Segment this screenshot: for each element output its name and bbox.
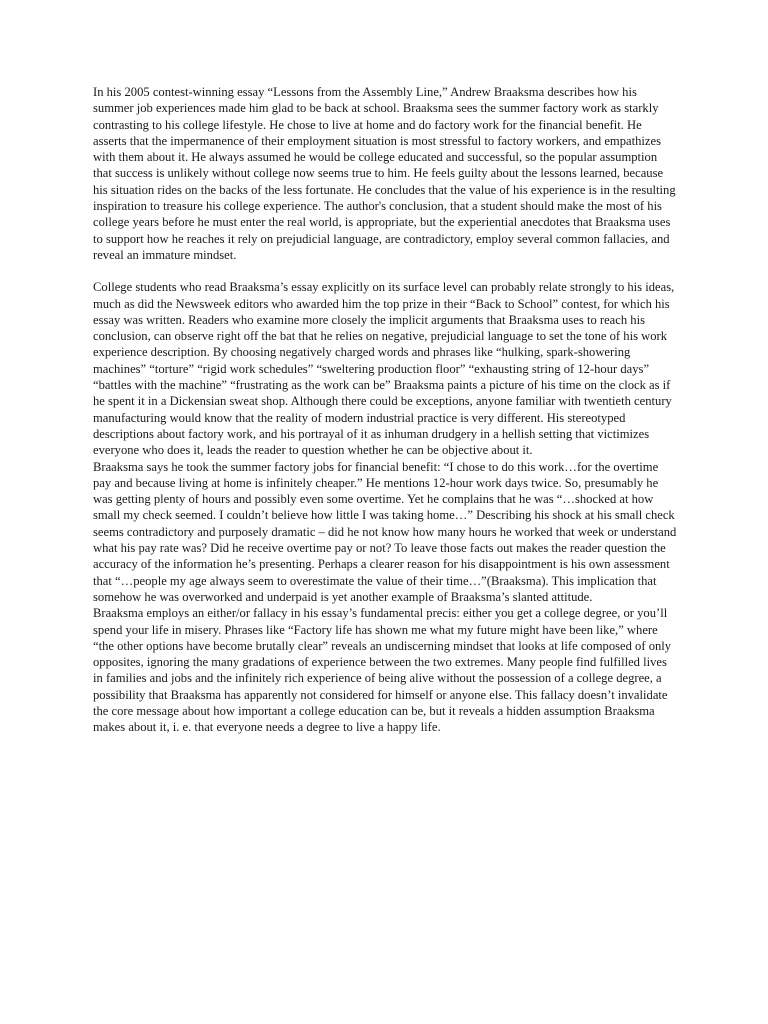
paragraph-introduction: In his 2005 contest-winning essay “Lessons from the Assembly Line,” Andrew Braaksma describes how his summer job experiences made him glad to be back at school. Braaksma sees the summer factory work as starkly contrasting to his college lifestyle. He chose to live at home and do factory work for the financial benefit. He asserts that the impermanence of their employment situation is most stressful to factory workers, and empathizes with them about it. He always assumed he would be college educated and successful, so the popular assumption that success is unlikely without college now seems true to him. He feels guilty about the lessons learned, because his situation rides on the backs of the less fortunate. He concludes that the value of his experience is in the resulting inspiration to treasure his college experience. The author's conclusion, that a student should make the most of his college years before he must enter the real world, is appropriate, but the experiential anecdotes that Braaksma uses to support how he reaches it rely on prejudicial language, are contradictory, employ several common fallacies, and reveal an immature mindset.	[93, 85, 676, 262]
paragraph-prejudicial-language: College students who read Braaksma’s essay explicitly on its surface level can probably relate strongly to his ideas, much as did the Newsweek editors who awarded him the top prize in their “Back to School” contest, for which his essay was written. Readers who examine more closely the implicit arguments that Braaksma uses to reach his conclusion, can observe right off the bat that he relies on negative, prejudicial language to set the tone of his work experience description. By choosing negatively charged words and phrases like “hulking, spark-showering machines” “torture” “rigid work schedules” “sweltering production floor” “exhausting string of 12-hour days” “battles with the machine” “frustrating as the work can be” Braaksma paints a picture of his time on the clock as if he spent it in a Dickensian sweat shop. Although there could be exceptions, anyone familiar with twentieth century manufacturing would know that the reality of modern industrial practice is very different. His stereotyped descriptions about factory work, and his portrayal of it as inhuman drudgery in a hellish setting that victimizes everyone who does it, leads the reader to question whether he can be objective about it.	[93, 280, 675, 458]
paragraph-either-or-fallacy: Braaksma employs an either/or fallacy in his essay’s fundamental precis: either you get a college degree, or you’ll spend your life in misery. Phrases like “Factory life has shown me what my future might have been like,” where “the other options have become brutally clear” reveals an undiscerning mindset that looks at life composed of only opposites, ignoring the many gradations of experience between the two extremes. Many people find fulfilled lives in families and jobs and the infinitely rich experience of being alive without the possession of a college degree, a possibility that Braaksma has apparently not considered for himself or anyone else. This fallacy doesn’t invalidate the core message about how important a college education can be, but it reveals a hidden assumption Braaksma makes about it, i. e. that everyone needs a degree to live a happy life.	[93, 606, 672, 735]
paragraph-financial-contradiction: Braaksma says he took the summer factory jobs for financial benefit: “I chose to do this work…for the overtime pay and because living at home is infinitely cheaper.” He mentions 12-hour work days twice. So, presumably he was getting plenty of hours and possibly even some overtime. Yet he complains that he was “…shocked at how small my check seemed. I couldn’t believe how little I was taking home…” Describing his shock at his small check seems contradictory and purposely dramatic – did he not know how many hours he worked that week or understand what his pay rate was? Did he receive overtime pay or not? To leave those facts out makes the reader question the accuracy of the information he’s presenting. Perhaps a clearer reason for his disappointment is his own assessment that “…people my age always seem to overestimate the value of their time…”(Braaksma). This implication that somehow he was overworked and underpaid is yet another example of Braaksma’s slanted attitude.	[93, 459, 677, 604]
essay-body	[93, 84, 677, 736]
